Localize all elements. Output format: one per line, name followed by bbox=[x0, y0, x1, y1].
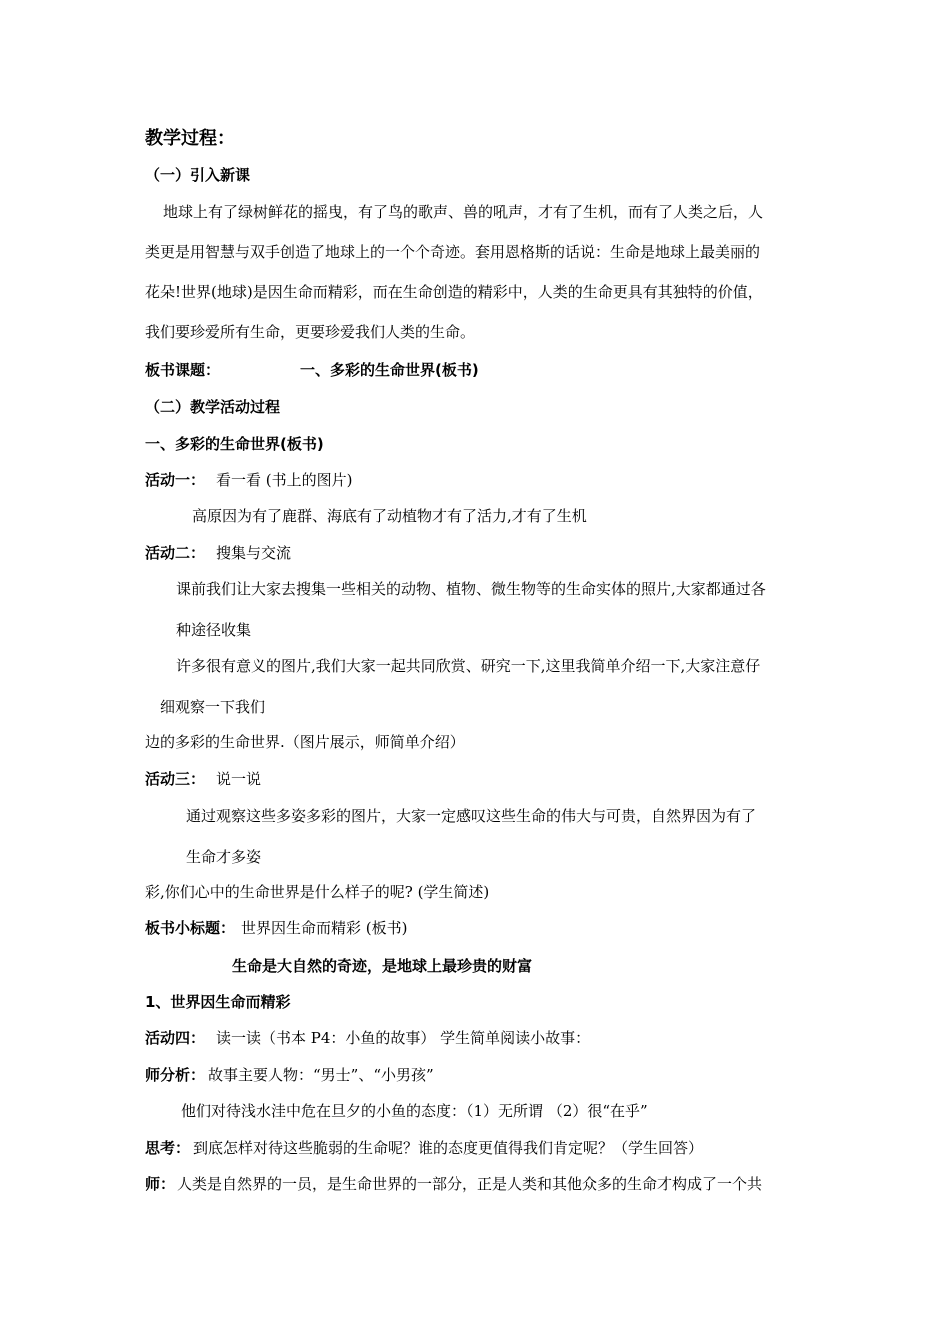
activity-1-label: 活动一： bbox=[145, 471, 206, 489]
intro-line-4: 我们要珍爱所有生命，更要珍爱我们人类的生命。 bbox=[145, 323, 476, 341]
topic-value: 一、多彩的生命世界(板书) bbox=[300, 361, 479, 379]
teacher-text: 人类是自然界的一员，是生命世界的一部分，正是人类和其他众多的生命才构成了一个共 bbox=[177, 1175, 763, 1193]
subtitle-text: 世界因生命而精彩 (板书) bbox=[241, 919, 408, 937]
activity-2-label: 活动二： bbox=[145, 544, 206, 562]
activity-3-line-2: 生命才多姿 bbox=[186, 848, 262, 866]
think-label: 思考： bbox=[145, 1139, 191, 1157]
activity-3-label: 活动三： bbox=[145, 770, 206, 788]
activity-3-text: 说一说 bbox=[216, 770, 262, 788]
activity-2-line-4: 细观察一下我们 bbox=[160, 698, 266, 716]
page-title: 教学过程： bbox=[145, 128, 235, 149]
intro-line-2: 类更是用智慧与双手创造了地球上的一个个奇迹。套用恩格斯的话说：生命是地球上最美丽的 bbox=[145, 243, 761, 261]
activity-4-text: 读一读（书本 P4：小鱼的故事） 学生简单阅读小故事： bbox=[216, 1029, 591, 1047]
key-statement: 生命是大自然的奇迹，是地球上最珍贵的财富 bbox=[232, 957, 533, 975]
analysis-text: 故事主要人物：“男士”、“小男孩” bbox=[208, 1066, 434, 1084]
subsection-heading-1: 一、多彩的生命世界(板书) bbox=[145, 435, 324, 453]
subtitle-label: 板书小标题： bbox=[145, 919, 236, 937]
activity-2-line-1: 课前我们让大家去搜集一些相关的动物、植物、微生物等的生命实体的照片,大家都通过各 bbox=[176, 580, 766, 598]
intro-line-1: 地球上有了绿树鲜花的摇曳，有了鸟的歌声、兽的吼声，才有了生机，而有了人类之后，人 bbox=[163, 203, 764, 221]
teacher-label: 师： bbox=[145, 1175, 176, 1193]
activity-3-line-1: 通过观察这些多姿多彩的图片，大家一定感叹这些生命的伟大与可贵，自然界因为有了 bbox=[186, 807, 757, 825]
activity-2-text: 搜集与交流 bbox=[216, 544, 292, 562]
activity-1-body: 高原因为有了鹿群、海底有了动植物才有了活力,才有了生机 bbox=[192, 507, 587, 525]
activity-3-line-3: 彩,你们心中的生命世界是什么样子的呢? (学生简述) bbox=[145, 883, 490, 901]
think-text: 到底怎样对待这些脆弱的生命呢？谁的态度更值得我们肯定呢？（学生回答） bbox=[193, 1139, 704, 1157]
section-heading-intro: （一）引入新课 bbox=[145, 166, 251, 184]
activity-2-line-2: 种途径收集 bbox=[176, 621, 252, 639]
activity-2-line-5: 边的多彩的生命世界.（图片展示，师简单介绍） bbox=[145, 733, 465, 751]
analysis-body: 他们对待浅水洼中危在旦夕的小鱼的态度：（1）无所谓 （2）很“在乎” bbox=[181, 1102, 648, 1120]
topic-label: 板书课题： bbox=[145, 361, 221, 379]
activity-4-label: 活动四： bbox=[145, 1029, 206, 1047]
intro-line-3: 花朵!世界(地球)是因生命而精彩，而在生命创造的精彩中，人类的生命更具有其独特的价值， bbox=[145, 283, 763, 301]
point-1-heading: 1、世界因生命而精彩 bbox=[145, 993, 291, 1011]
analysis-label: 师分析： bbox=[145, 1066, 206, 1084]
activity-2-line-3: 许多很有意义的图片,我们大家一起共同欣赏、研究一下,这里我简单介绍一下,大家注意仔 bbox=[176, 657, 761, 675]
section-heading-activities: （二）教学活动过程 bbox=[145, 398, 281, 416]
activity-1-text: 看一看 (书上的图片) bbox=[216, 471, 353, 489]
